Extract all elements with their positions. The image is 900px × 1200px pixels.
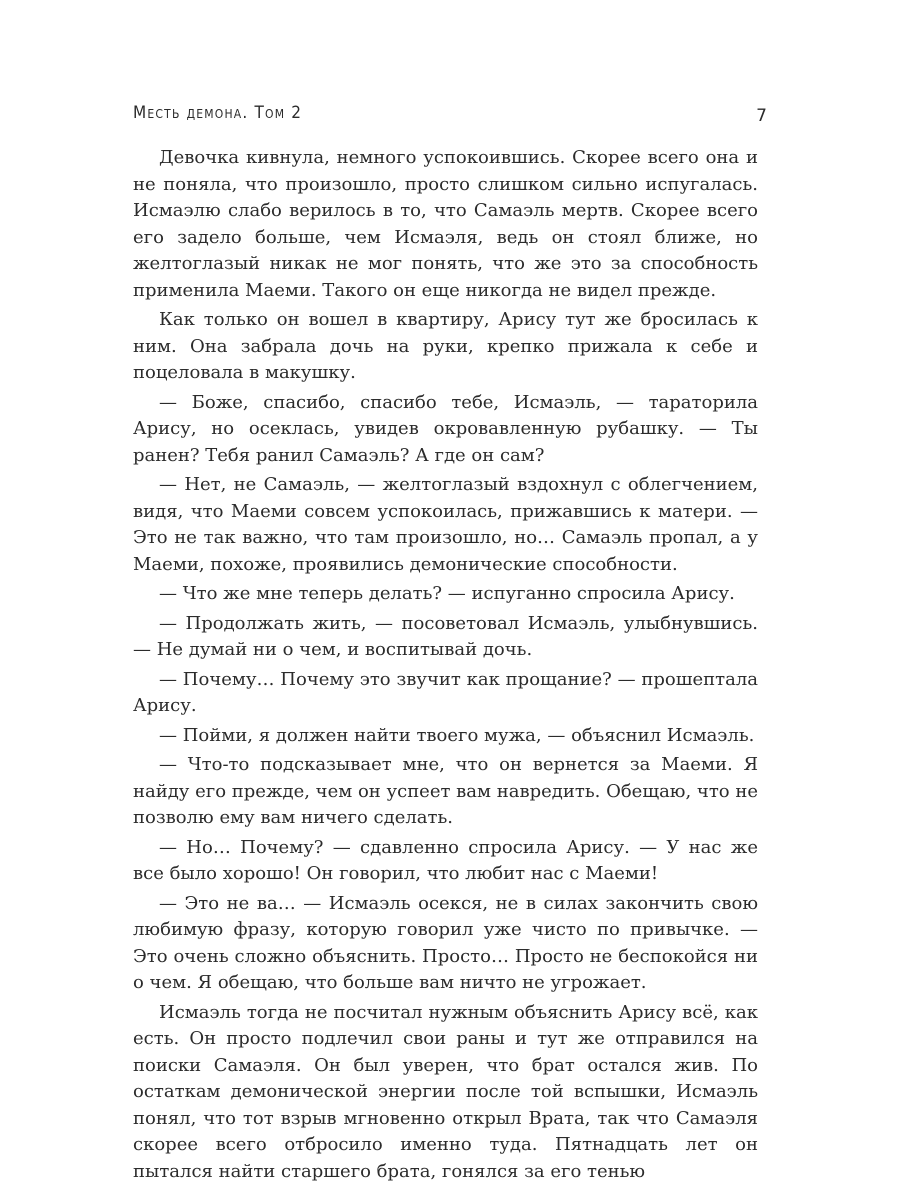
- paragraph: — Но… Почему? — сдавленно спросила Арису. — У нас же все было хорошо! Он говорил, что любит нас с Маеми!: [133, 836, 758, 884]
- paragraph: Как только он вошел в квартиру, Арису тут же бросилась к ним. Она забрала дочь на руки, крепко прижала к себе и поцеловала в макушку.: [133, 309, 758, 383]
- paragraph: — Нет, не Самаэль, — желтоглазый вздохнул с облегчением, видя, что Маеми совсем успокоилась, прижавшись к матери. — Это не так важно, что там произошло, но… Самаэль пропал, а у Маеми, похоже, проявились демонические способности.: [133, 474, 758, 575]
- paragraph: — Это не ва… — Исмаэль осекся, не в силах закончить свою любимую фразу, которую говорил уже чисто по привычке. — Это очень сложно объяснить. Просто… Просто не беспокойся ни о чем. Я обещаю, что больше вам ничто не угрожает.: [133, 892, 758, 993]
- paragraph: — Пойми, я должен найти твоего мужа, — объяснил Исмаэль.: [159, 724, 755, 746]
- body-text: [133, 145, 758, 1188]
- paragraph: — Что-то подсказывает мне, что он вернется за Маеми. Я найду его прежде, чем он успеет вам навредить. Обещаю, что не позволю ему вам ничего сделать.: [133, 754, 758, 828]
- paragraph: Исмаэль тогда не посчитал нужным объяснить Арису всё, как есть. Он просто подлечил свои раны и тут же отправился на поиски Самаэля. Он был уверен, что брат остался жив. По остаткам демонической энергии после той вспышки, Исмаэль понял, что тот взрыв мгновенно открыл Врата, так что Самаэля скорее всего отбросило именно туда. Пятнадцать лет он пытался найти старшего брата, гонялся за его тенью: [133, 1001, 758, 1182]
- paragraph: — Боже, спасибо, спасибо тебе, Исмаэль, — тараторила Арису, но осеклась, увидев окровавленную рубашку. — Ты ранен? Тебя ранил Самаэль? А где он сам?: [133, 391, 758, 466]
- running-title: Месть демона. Том 2: [133, 103, 303, 123]
- paragraph: — Почему… Почему это звучит как прощание? — прошептала Арису.: [133, 668, 758, 716]
- page-number: 7: [756, 106, 767, 126]
- paragraph: — Что же мне теперь делать? — испуганно спросила Арису.: [159, 583, 735, 604]
- paragraph: — Продолжать жить, — посоветовал Исмаэль, улыбнувшись. — Не думай ни о чем, и воспитывай дочь.: [133, 612, 758, 660]
- paragraph: Девочка кивнула, немного успокоившись. Скорее всего она и не поняла, что произошло, просто слишком сильно испугалась. Исмаэлю слабо верилось в то, что Самаэль мертв. Скорее всего его задело больше, чем Исмаэля, ведь он стоял ближе, но желтоглазый никак не мог понять, что же это за способность применила Маеми. Такого он еще никогда не видел прежде.: [133, 147, 758, 301]
